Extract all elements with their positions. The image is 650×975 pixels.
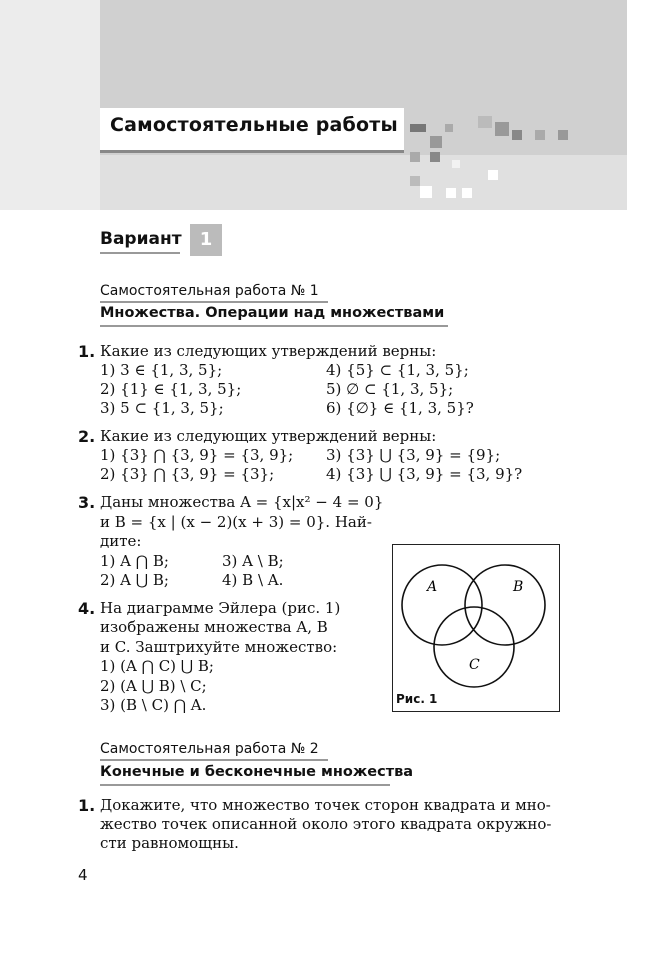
task-option: 6) {∅} ∈ {1, 3, 5}? [326,399,474,417]
task-option: 1) {3} ⋂ {3, 9} = {3, 9}; [100,446,294,464]
figure-caption: Рис. 1 [396,692,438,706]
set-a-label: A [427,579,438,595]
decor-pixel [410,124,426,132]
task-option: 2) {3} ⋂ {3, 9} = {3}; [100,465,275,483]
set-b-label: B [513,579,524,595]
set-c-label: C [469,657,480,673]
set-c-circle [434,607,514,687]
work2-topic: Конечные и бесконечные множества [100,764,414,780]
task-text: изображены множества A, B [100,618,328,636]
decor-pixel [420,186,432,198]
euler-diagram-figure [392,544,560,712]
task-option: 3) A \ B; [222,552,284,570]
task-option: 4) {3} ⋃ {3, 9} = {3, 9}? [326,465,523,483]
header-left-strip [0,0,100,210]
variant-underline [100,252,180,254]
decor-pixel [430,152,440,162]
task-option: 5) ∅ ⊂ {1, 3, 5}; [326,380,454,398]
task-option: 3) {3} ⋃ {3, 9} = {9}; [326,446,501,464]
decor-pixel [512,130,522,140]
task-option: 2) A ⋃ B; [100,571,169,589]
task-number: 3. [78,493,96,512]
task-option: 1) A ⋂ B; [100,552,169,570]
work1-topic-rule [100,325,448,327]
decor-pixel [410,152,420,162]
work1-heading-rule [100,301,328,303]
task-option: 2) {1} ∈ {1, 3, 5}; [100,380,242,398]
decor-pixel [410,176,420,186]
decor-pixel [446,188,456,198]
task-option: 4) {5} ⊂ {1, 3, 5}; [326,361,469,379]
task-text: дите: [100,532,142,550]
task-text: жество точек описанной около этого квадрата окружно- [100,815,552,833]
task-number: 1. [78,342,96,361]
task-option: 4) B \ A. [222,571,284,589]
work2-topic-rule [100,784,390,786]
task-text: сти равномощны. [100,834,239,852]
task-number: 1. [78,796,96,815]
work1-heading: Самостоятельная работа № 1 [100,283,319,299]
decor-pixel [495,122,509,136]
page-title: Самостоятельные работы [110,114,398,136]
task-text: Докажите, что множество точек сторон квадрата и мно- [100,796,551,814]
task-text: Какие из следующих утверждений верны: [100,427,437,445]
task-number: 2. [78,427,96,446]
work1-topic: Множества. Операции над множествами [100,305,445,321]
work2-heading-rule [100,759,328,761]
decor-pixel [488,170,498,180]
work2-heading: Самостоятельная работа № 2 [100,741,319,757]
variant-label: Вариант [100,229,182,249]
header-lower-band [100,155,627,210]
task-option: 3) (B \ C) ⋂ A. [100,696,207,714]
decor-pixel [445,124,453,132]
task-text: и C. Заштрихуйте множество: [100,638,338,656]
set-b-circle [465,565,545,645]
task-number: 4. [78,599,96,618]
task-text: и B = {x | (x − 2)(x + 3) = 0}. Най- [100,513,372,531]
set-a-circle [402,565,482,645]
decor-pixel [430,136,442,148]
euler-diagram [393,545,559,711]
task-option: 1) (A ⋂ C) ⋃ B; [100,657,214,675]
decor-pixel [478,116,492,128]
page-number: 4 [78,866,88,884]
task-text: На диаграмме Эйлера (рис. 1) [100,599,341,617]
task-option: 3) 5 ⊂ {1, 3, 5}; [100,399,224,417]
task-text: Даны множества A = {x|x² − 4 = 0} [100,493,384,511]
task-option: 2) (A ⋃ B) \ C; [100,677,207,695]
task-option: 1) 3 ∈ {1, 3, 5}; [100,361,223,379]
variant-number-badge: 1 [190,224,222,256]
decor-pixel [462,188,472,198]
decor-pixel [558,130,568,140]
decor-pixel [452,160,460,168]
task-text: Какие из следующих утверждений верны: [100,342,437,360]
decor-pixel [535,130,545,140]
